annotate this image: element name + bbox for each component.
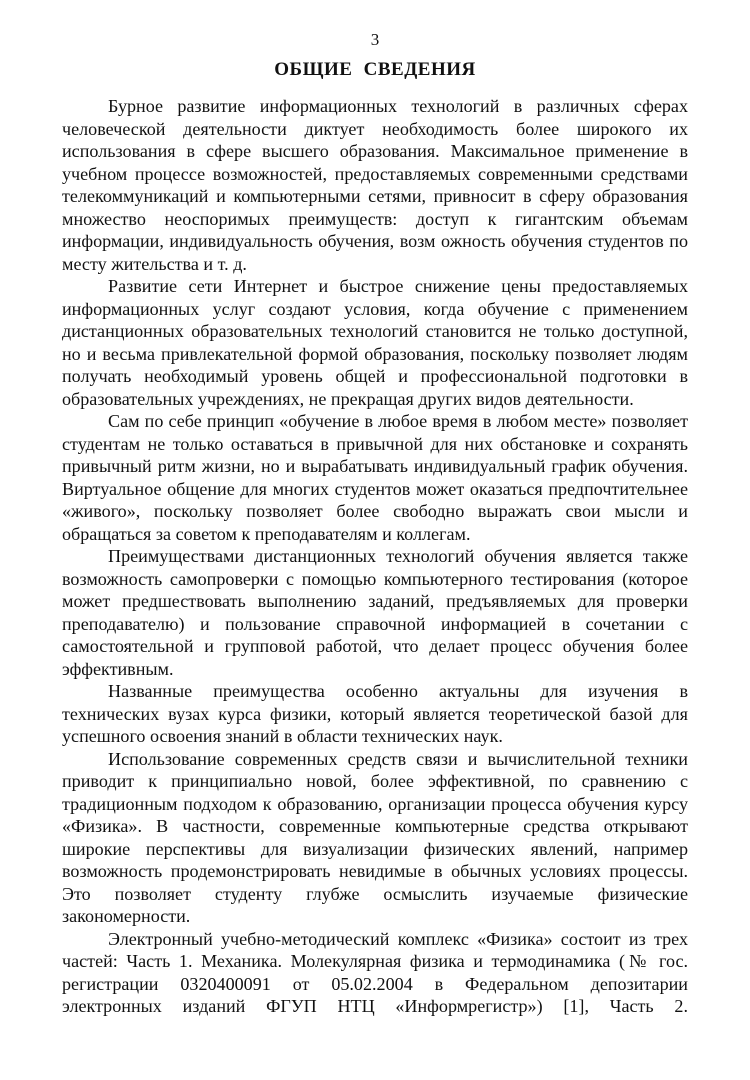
section-heading: ОБЩИЕ СВЕДЕНИЯ [274,59,476,80]
page-number: 3 [370,30,380,49]
paragraph-2: Развитие сети Интернет и быстрое снижение цены предоставляемых информационных услуг создают условия, когда обучение с применением дистанционных образовательных технологий становится не только доступной, но и весьма привлекательной формой образования, поскольку позволяет людям получать необходимый уровень общей и профессиональной подготовки в образовательных учреждениях, не прекращая других видов деятельности. [62,276,688,409]
paragraph-7: Электронный учебно-методический комплекс «Физика» состоит из трех частей: Часть 1. Механика. Молекулярная физика и термодинамика (№ гос. регистрации 0320400091 от 05.02.2004 в Федеральном депозитарии электронных изданий ФГУП НТЦ «Информрегистр») [1], Часть 2. [62,928,688,1016]
paragraph-4: Преимуществами дистанционных технологий обучения является также возможность самопроверки с помощью компьютерного тестирования (которое может предшествовать выполнению заданий, предъявляемых для проверки преподавателю) и пользование справочной информацией в сочетании с самостоятельной и групповой работой, что делает процесс обучения более эффективным. [62,546,688,679]
paragraph-5: Названные преимущества особенно актуальны для изучения в технических вузах курса физики, который является теоретической базой для успешного освоения знаний в области технических наук. [62,681,688,746]
paragraph-1: Бурное развитие информационных технологий в различных сферах человеческой деятельности диктует необходимость более широкого их использования в сфере высшего образования. Максимальное применение в учебном процессе возможностей, предоставляемых современными средствами телекоммуникаций и компьютерными сетями, привносит в сферу образования множество неоспоримых преимуществ: доступ к гигантским объемам информации, индивидуальность обучения, возм ожность обучения студентов по месту жительства и т. д. [62,96,688,274]
paragraph-3: Сам по себе принцип «обучение в любое время в любом месте» позволяет студентам не только оставаться в привычной для них обстановке и сохранять привычный ритм жизни, но и вырабатывать индивидуальный график обучения. Виртуальное общение для многих студентов может оказаться предпочтительнее «живого», поскольку позволяет более свободно выражать свои мысли и обращаться за советом к преподавателям и коллегам. [62,411,688,544]
paragraph-6: Использование современных средств связи и вычислительной техники приводит к принципиально новой, более эффективной, по сравнению с традиционным подходом к образованию, организации процесса обучения курсу «Физика». В частности, современные компьютерные средства открывают широкие перспективы для визуализации физических явлений, например возможность продемонстрировать невидимые в обычных условиях процессы. Это позволяет студенту глубже осмыслить изучаемые физические закономерности. [62,748,688,926]
body-text [62,95,688,1018]
